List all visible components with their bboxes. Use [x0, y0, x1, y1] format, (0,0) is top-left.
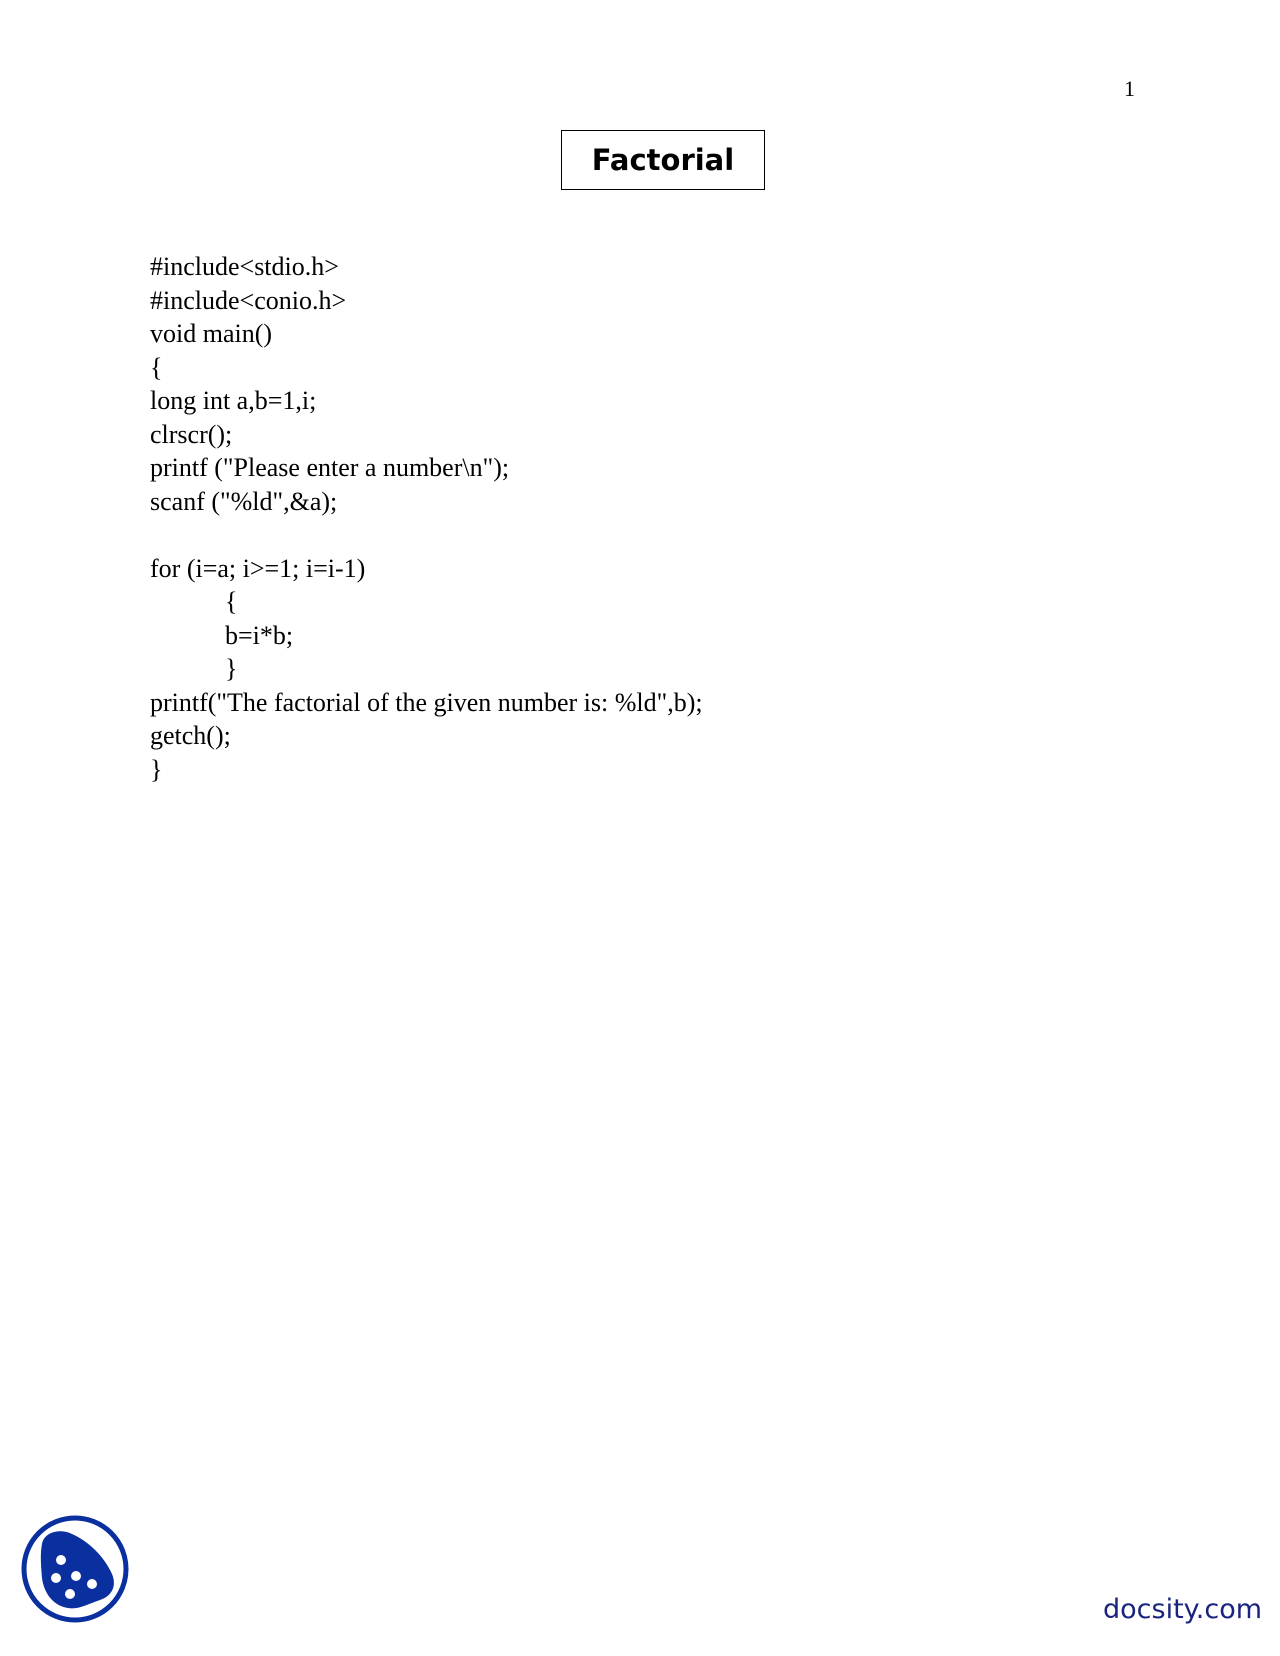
code-line: #include<conio.h>: [150, 285, 347, 315]
docsity-logo-icon: [20, 1514, 130, 1624]
logo-dot: [51, 1573, 61, 1583]
code-line: }: [150, 754, 163, 784]
code-line: printf("The factorial of the given number is: %ld",b);: [150, 687, 703, 717]
code-line: long int a,b=1,i;: [150, 386, 317, 415]
code-line: getch();: [150, 721, 231, 750]
code-block: [150, 250, 1150, 786]
code-line: #include<stdio.h>: [150, 252, 339, 281]
brand-link[interactable]: docsity.com: [1103, 1594, 1263, 1625]
logo-dot: [87, 1579, 97, 1589]
logo-dot: [65, 1589, 75, 1599]
code-line: }: [225, 654, 238, 683]
code-line: void main(): [150, 319, 273, 348]
logo-dot: [71, 1571, 81, 1581]
code-line: [150, 518, 1150, 552]
page-title: Factorial: [591, 143, 735, 177]
code-line: clrscr();: [150, 419, 233, 449]
code-line: b=i*b;: [225, 620, 294, 650]
code-line: {: [225, 587, 238, 616]
code-line: {: [150, 352, 163, 382]
code-line: scanf ("%ld",&a);: [150, 486, 338, 516]
logo-dot: [56, 1555, 66, 1565]
page-number: 1: [1124, 76, 1135, 101]
code-line: for (i=a; i>=1; i=i-1): [150, 553, 366, 583]
code-line: printf ("Please enter a number\n");: [150, 453, 510, 482]
title-box: [561, 130, 765, 190]
